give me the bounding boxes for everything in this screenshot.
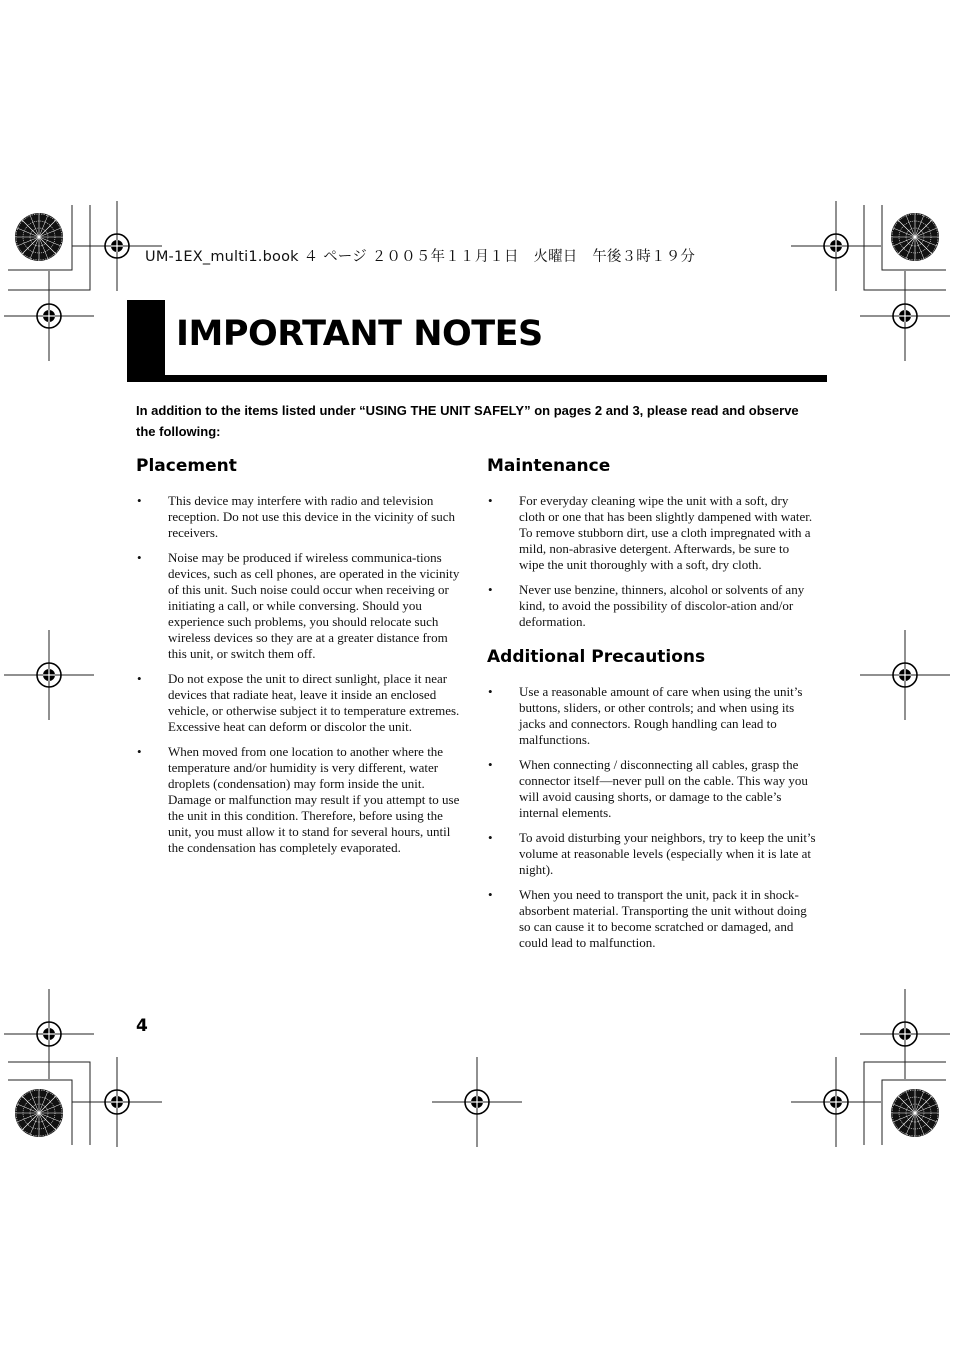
title-rule <box>127 375 827 382</box>
bullet-icon: • <box>137 550 142 565</box>
list-item <box>487 582 817 630</box>
precautions-list <box>487 684 817 951</box>
book-slug-line: UM-1EX_multi1.book ４ ページ ２００５年１１月１日 火曜日 午後３時１９分 <box>145 249 696 265</box>
bullet-icon: • <box>488 830 493 845</box>
title-block-marker <box>127 300 165 381</box>
bullet-icon: • <box>137 671 142 686</box>
bullet-icon: • <box>488 493 493 508</box>
list-item-text: When connecting / disconnecting all cables, grasp the connector itself—never pull on the cable. This way you will avoid causing shorts, or damage to the cable’s internal elements. <box>519 757 808 820</box>
list-item <box>136 744 466 856</box>
list-item <box>487 493 817 573</box>
additional-precautions-heading: Additional Precautions <box>487 647 706 667</box>
bullet-icon: • <box>488 582 493 597</box>
list-item-text: Do not expose the unit to direct sunlight, place it near devices that radiate heat, leave it inside an enclosed vehicle, or otherwise subject it to temperature extremes. Excessive heat can deform or discolor the unit. <box>168 671 460 734</box>
list-item <box>136 550 466 662</box>
placement-list <box>136 493 466 856</box>
page-title: IMPORTANT NOTES <box>176 314 543 354</box>
maintenance-heading: Maintenance <box>487 456 611 476</box>
list-item <box>487 757 817 821</box>
list-item-text: Never use benzine, thinners, alcohol or solvents of any kind, to avoid the possibility of discolor-ation and/or deformation. <box>519 582 805 629</box>
list-item-text: This device may interfere with radio and television reception. Do not use this device in the vicinity of such receivers. <box>168 493 456 540</box>
list-item <box>487 684 817 748</box>
bullet-icon: • <box>137 493 142 508</box>
page-number: 4 <box>136 1016 148 1036</box>
right-column <box>487 455 817 960</box>
placement-heading: Placement <box>136 456 237 476</box>
list-item-text: To avoid disturbing your neighbors, try to keep the unit’s volume at reasonable levels (especially when it is late at night). <box>519 830 816 877</box>
list-item-text: For everyday cleaning wipe the unit with a soft, dry cloth or one that has been slightly dampened with water. To remove stubborn dirt, use a cloth impregnated with a mild, non-abrasive detergent. Afterwards, be sure to wipe the unit thoroughly with a soft, dry cloth. <box>519 493 813 572</box>
list-item <box>136 493 466 541</box>
list-item <box>487 830 817 878</box>
list-item-text: When moved from one location to another where the temperature and/or humidity is very different, water droplets (condensation) may form inside the unit. Damage or malfunction may result if you attempt to use the unit in this condition. Therefore, before using the unit, you must allow it to stand for several hours, until the condensation has completely evaporated. <box>168 744 460 855</box>
bullet-icon: • <box>488 757 493 772</box>
bullet-icon: • <box>137 744 142 759</box>
list-item-text: Noise may be produced if wireless communica-tions devices, such as cell phones, are operated in the vicinity of this unit. Such noise could occur when receiving or initiating a call, or while conversing. Should you experience such problems, you should relocate such wireless devices so they are at a greater distance from this unit, or switch them off. <box>168 550 460 661</box>
left-column <box>136 455 466 865</box>
intro-paragraph: In addition to the items listed under “USING THE UNIT SAFELY” on pages 2 and 3, please read and observe the following: <box>136 403 799 439</box>
bullet-icon: • <box>488 684 493 699</box>
list-item <box>487 887 817 951</box>
list-item-text: When you need to transport the unit, pack it in shock-absorbent material. Transporting the unit without doing so can cause it to become scratched or damaged, and could lead to malfunction. <box>519 887 807 950</box>
maintenance-list <box>487 493 817 630</box>
list-item-text: Use a reasonable amount of care when using the unit’s buttons, sliders, or other controls; and when using its jacks and connectors. Rough handling can lead to malfunctions. <box>519 684 803 747</box>
bullet-icon: • <box>488 887 493 902</box>
list-item <box>136 671 466 735</box>
